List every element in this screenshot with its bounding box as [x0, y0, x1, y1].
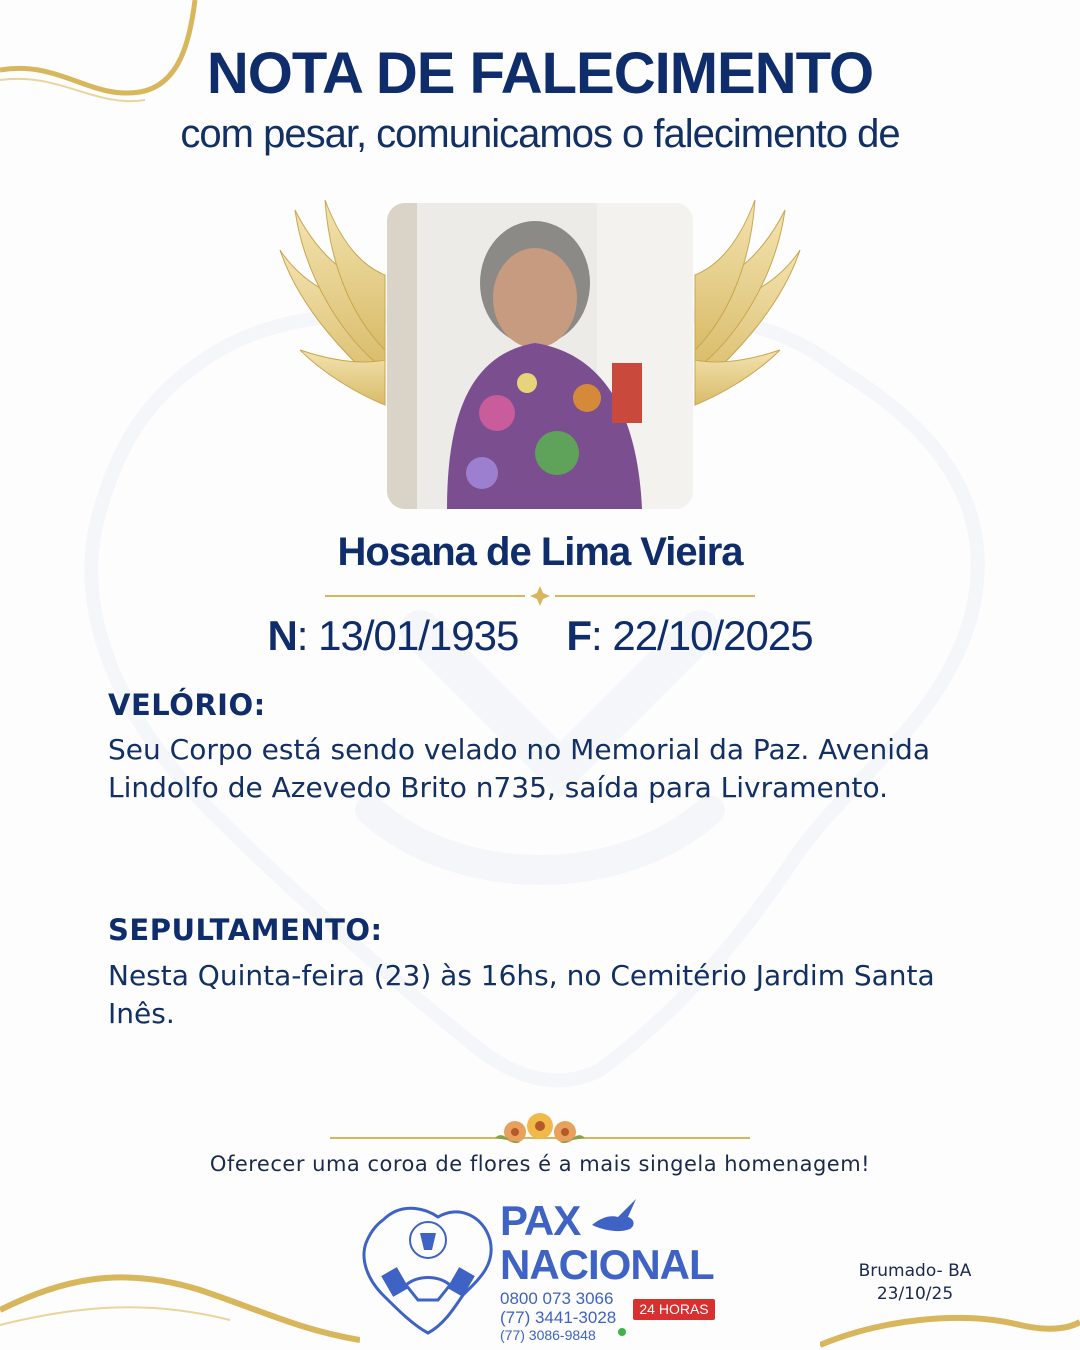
homage-text: Oferecer uma coroa de flores é a mais singela homenagem!	[209, 1152, 871, 1176]
handshake-icon	[381, 1267, 475, 1300]
gold-divider	[325, 586, 755, 606]
birth-date: 13/01/1935	[318, 612, 519, 659]
portrait-photo	[387, 203, 693, 509]
brand-name-line-2: NACIONAL	[500, 1241, 714, 1288]
city-label: Brumado- BA	[858, 1261, 972, 1281]
velorio-heading: VELÓRIO:	[108, 688, 266, 722]
sepultamento-heading: SEPULTAMENTO:	[108, 913, 383, 947]
velorio-line-1: Seu Corpo está sendo velado no Memorial da Paz. Avenida	[108, 733, 930, 766]
deceased-name: Hosana de Lima Vieira	[337, 530, 743, 574]
phone-number-mobile: (77) 3086-9848	[500, 1327, 596, 1343]
brazil-map-icon	[358, 1195, 498, 1335]
page-subtitle: com pesar, comunicamos o falecimento de	[180, 112, 900, 156]
death-date: 22/10/2025	[612, 612, 813, 659]
birth-label: N	[267, 612, 297, 659]
whatsapp-icon	[618, 1328, 626, 1336]
death-label: F	[566, 612, 591, 659]
life-dates: N: 13/01/1935 F: 22/10/2025	[267, 612, 813, 659]
velorio-line-2: Lindolfo de Azevedo Brito n735, saída para Livramento.	[108, 771, 889, 804]
24-hours-badge: 24 HORAS	[633, 1299, 715, 1320]
sepultamento-line-1: Nesta Quinta-feira (23) às 16hs, no Cemitério Jardim Santa	[108, 959, 935, 992]
page-title: NOTA DE FALECIMENTO	[206, 41, 874, 106]
phone-number-toll-free: 0800 073 3066	[500, 1289, 614, 1308]
location-date	[840, 1260, 990, 1306]
gold-swoosh-bottom-left	[0, 1270, 360, 1350]
gold-swoosh-bottom-right	[820, 1300, 1080, 1350]
flowers-icon	[330, 1108, 750, 1158]
phone-number-landline: (77) 3441-3028	[500, 1308, 617, 1327]
sepultamento-line-2: Inês.	[108, 997, 175, 1030]
brand-name-line-1: PAX	[500, 1197, 581, 1244]
issue-date: 23/10/25	[876, 1284, 954, 1304]
dove-icon	[590, 1195, 640, 1235]
